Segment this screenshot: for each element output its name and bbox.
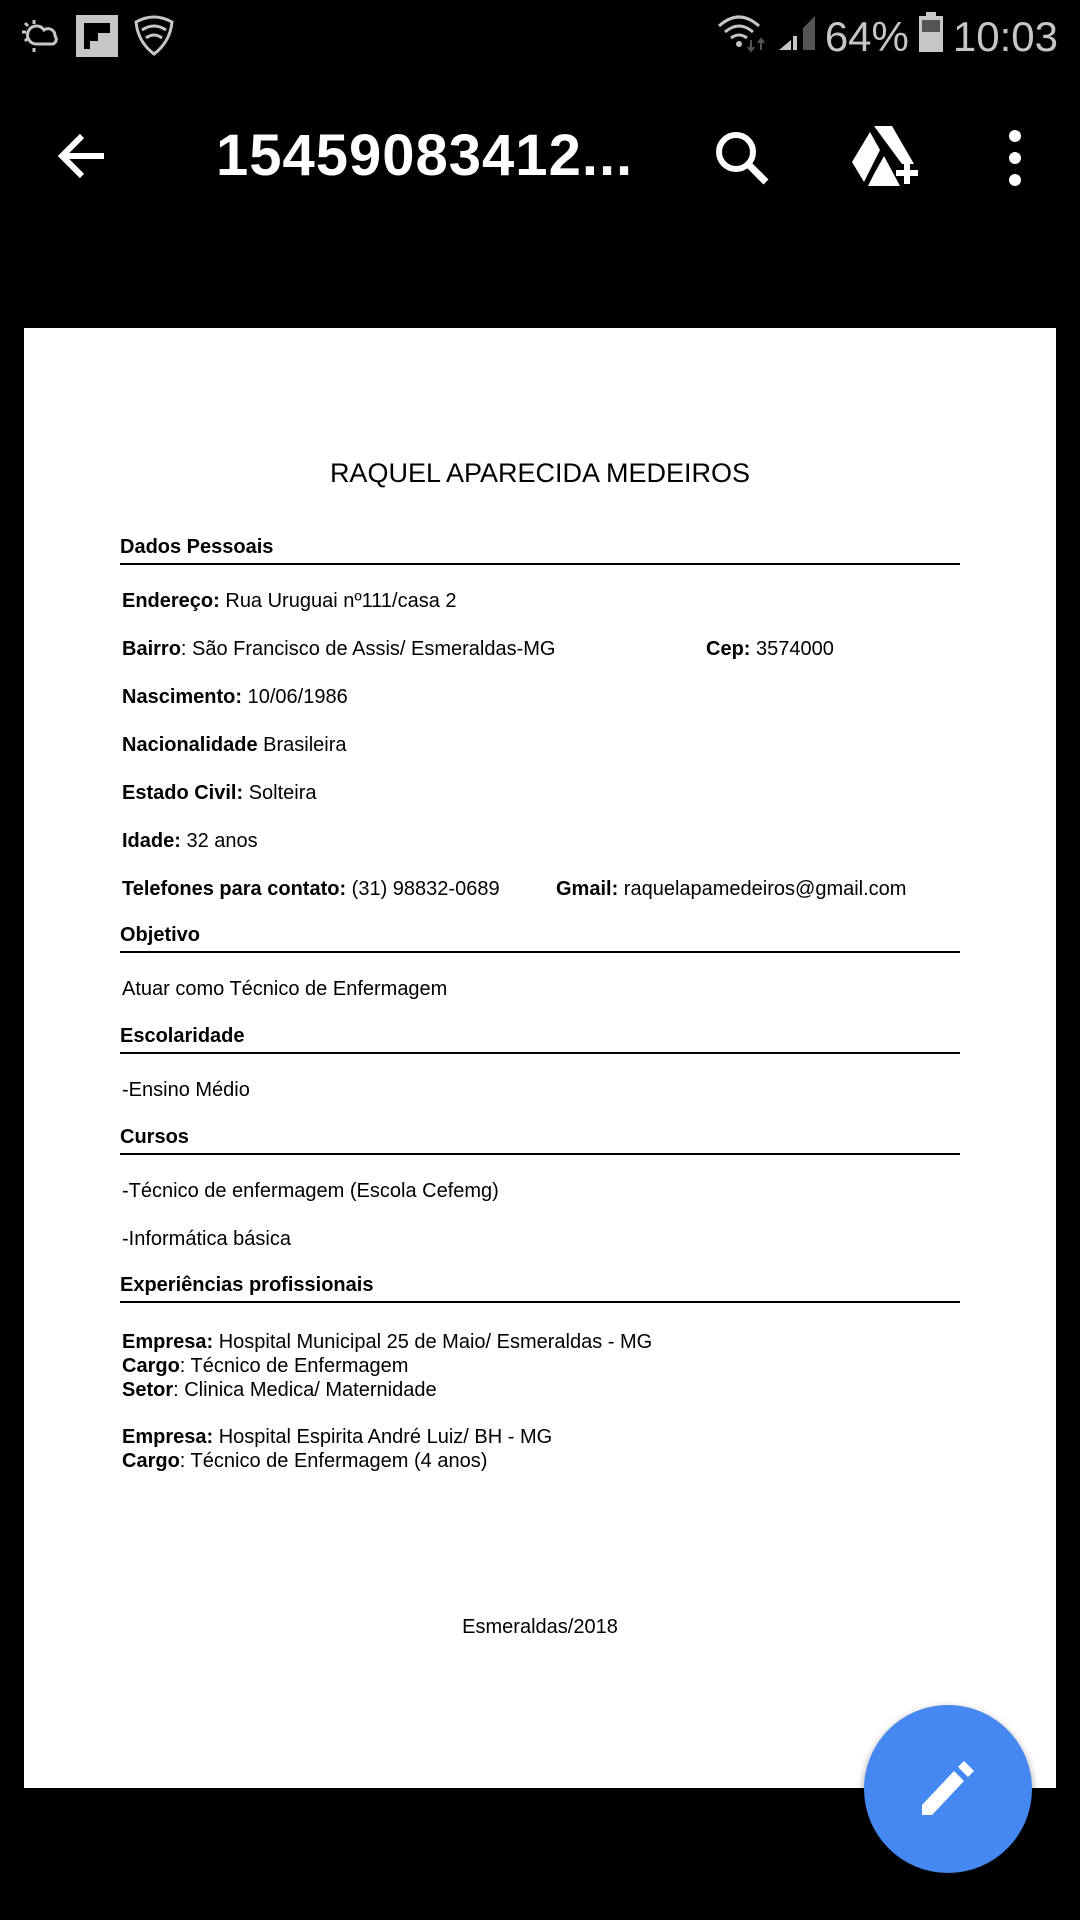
clock: 10:03 [952, 13, 1058, 60]
nascimento-label: Nascimento: [122, 686, 243, 708]
estado-civil-label: Estado Civil: [122, 782, 244, 804]
edit-pencil-icon [918, 1759, 978, 1819]
flipboard-icon [76, 15, 118, 62]
escolaridade-item: -Ensino Médio [122, 1079, 250, 1101]
cargo-label: Cargo [122, 1450, 180, 1472]
cep-value: 3574000 [750, 638, 834, 660]
footer-place-date: Esmeraldas/2018 [462, 1616, 618, 1638]
field-bairro [122, 638, 555, 661]
idade-value: 32 anos [180, 830, 258, 852]
status-bar-right [717, 10, 1058, 64]
field-estado-civil [122, 782, 317, 805]
cargo-label: Cargo [122, 1355, 180, 1377]
cargo-value: : Técnico de Enfermagem [179, 1355, 409, 1377]
signal-icon [779, 12, 815, 62]
empresa-value: Hospital Municipal 25 de Maio/ Esmeraldas - MG [213, 1331, 653, 1353]
search-icon[interactable] [712, 128, 772, 188]
objetivo-text: Atuar como Técnico de Enfermagem [122, 978, 448, 1000]
setor-value: : Clinica Medica/ Maternidade [173, 1379, 437, 1401]
cep-label: Cep: [706, 638, 751, 660]
telefones-label: Telefones para contato: [122, 878, 347, 900]
section-cursos: Cursos [120, 1126, 960, 1155]
nascimento-value: 10/06/1986 [242, 686, 348, 708]
arrow-back-icon[interactable] [54, 126, 114, 186]
lookout-shield-icon [132, 14, 176, 63]
document-title: 15459083412... [216, 123, 634, 188]
bairro-value: : São Francisco de Assis/ Esmeraldas-MG [180, 638, 556, 660]
experience-entry [122, 1425, 552, 1473]
section-escolaridade: Escolaridade [120, 1025, 960, 1054]
status-bar-left [18, 14, 176, 63]
idade-label: Idade: [122, 830, 181, 852]
nacionalidade-label: Nacionalidade [122, 734, 258, 756]
cargo-value: : Técnico de Enfermagem (4 anos) [179, 1450, 488, 1472]
resume-name: RAQUEL APARECIDA MEDEIROS [329, 458, 751, 488]
add-to-drive-icon[interactable] [852, 126, 922, 190]
curso-item: -Informática básica [122, 1228, 291, 1250]
weather-icon [18, 14, 62, 63]
field-gmail [556, 878, 906, 901]
field-cep [706, 638, 834, 661]
gmail-label: Gmail: [556, 878, 619, 900]
field-endereco [122, 590, 457, 613]
more-vert-icon[interactable] [995, 126, 1035, 190]
app-bar [0, 96, 1080, 216]
edit-fab-button[interactable] [864, 1705, 1032, 1873]
resume [24, 328, 1056, 1788]
battery-percent: 64% [824, 13, 909, 60]
document-page [24, 328, 1056, 1788]
endereco-label: Endereço: [122, 590, 220, 612]
status-bar [0, 0, 1080, 76]
empresa-label: Empresa: [122, 1331, 214, 1353]
field-nacionalidade [122, 734, 347, 757]
field-idade [122, 830, 258, 853]
telefones-value: (31) 98832-0689 [346, 878, 500, 900]
estado-civil-value: Solteira [243, 782, 317, 804]
curso-item: -Técnico de enfermagem (Escola Cefemg) [122, 1180, 499, 1202]
endereco-value: Rua Uruguai nº111/casa 2 [219, 590, 457, 612]
nacionalidade-value: Brasileira [257, 734, 347, 756]
field-telefones [122, 878, 500, 901]
setor-label: Setor [122, 1379, 174, 1401]
section-experiencias: Experiências profissionais [120, 1274, 960, 1303]
gmail-value: raquelapamedeiros@gmail.com [618, 878, 907, 900]
section-dados-pessoais: Dados Pessoais [120, 536, 960, 565]
field-nascimento [122, 686, 348, 709]
experience-entry [122, 1330, 652, 1402]
section-objetivo: Objetivo [120, 924, 960, 953]
battery-icon [919, 12, 943, 62]
empresa-label: Empresa: [122, 1426, 214, 1448]
bairro-label: Bairro [122, 638, 181, 660]
wifi-icon [717, 10, 769, 64]
empresa-value: Hospital Espirita André Luiz/ BH - MG [213, 1426, 553, 1448]
